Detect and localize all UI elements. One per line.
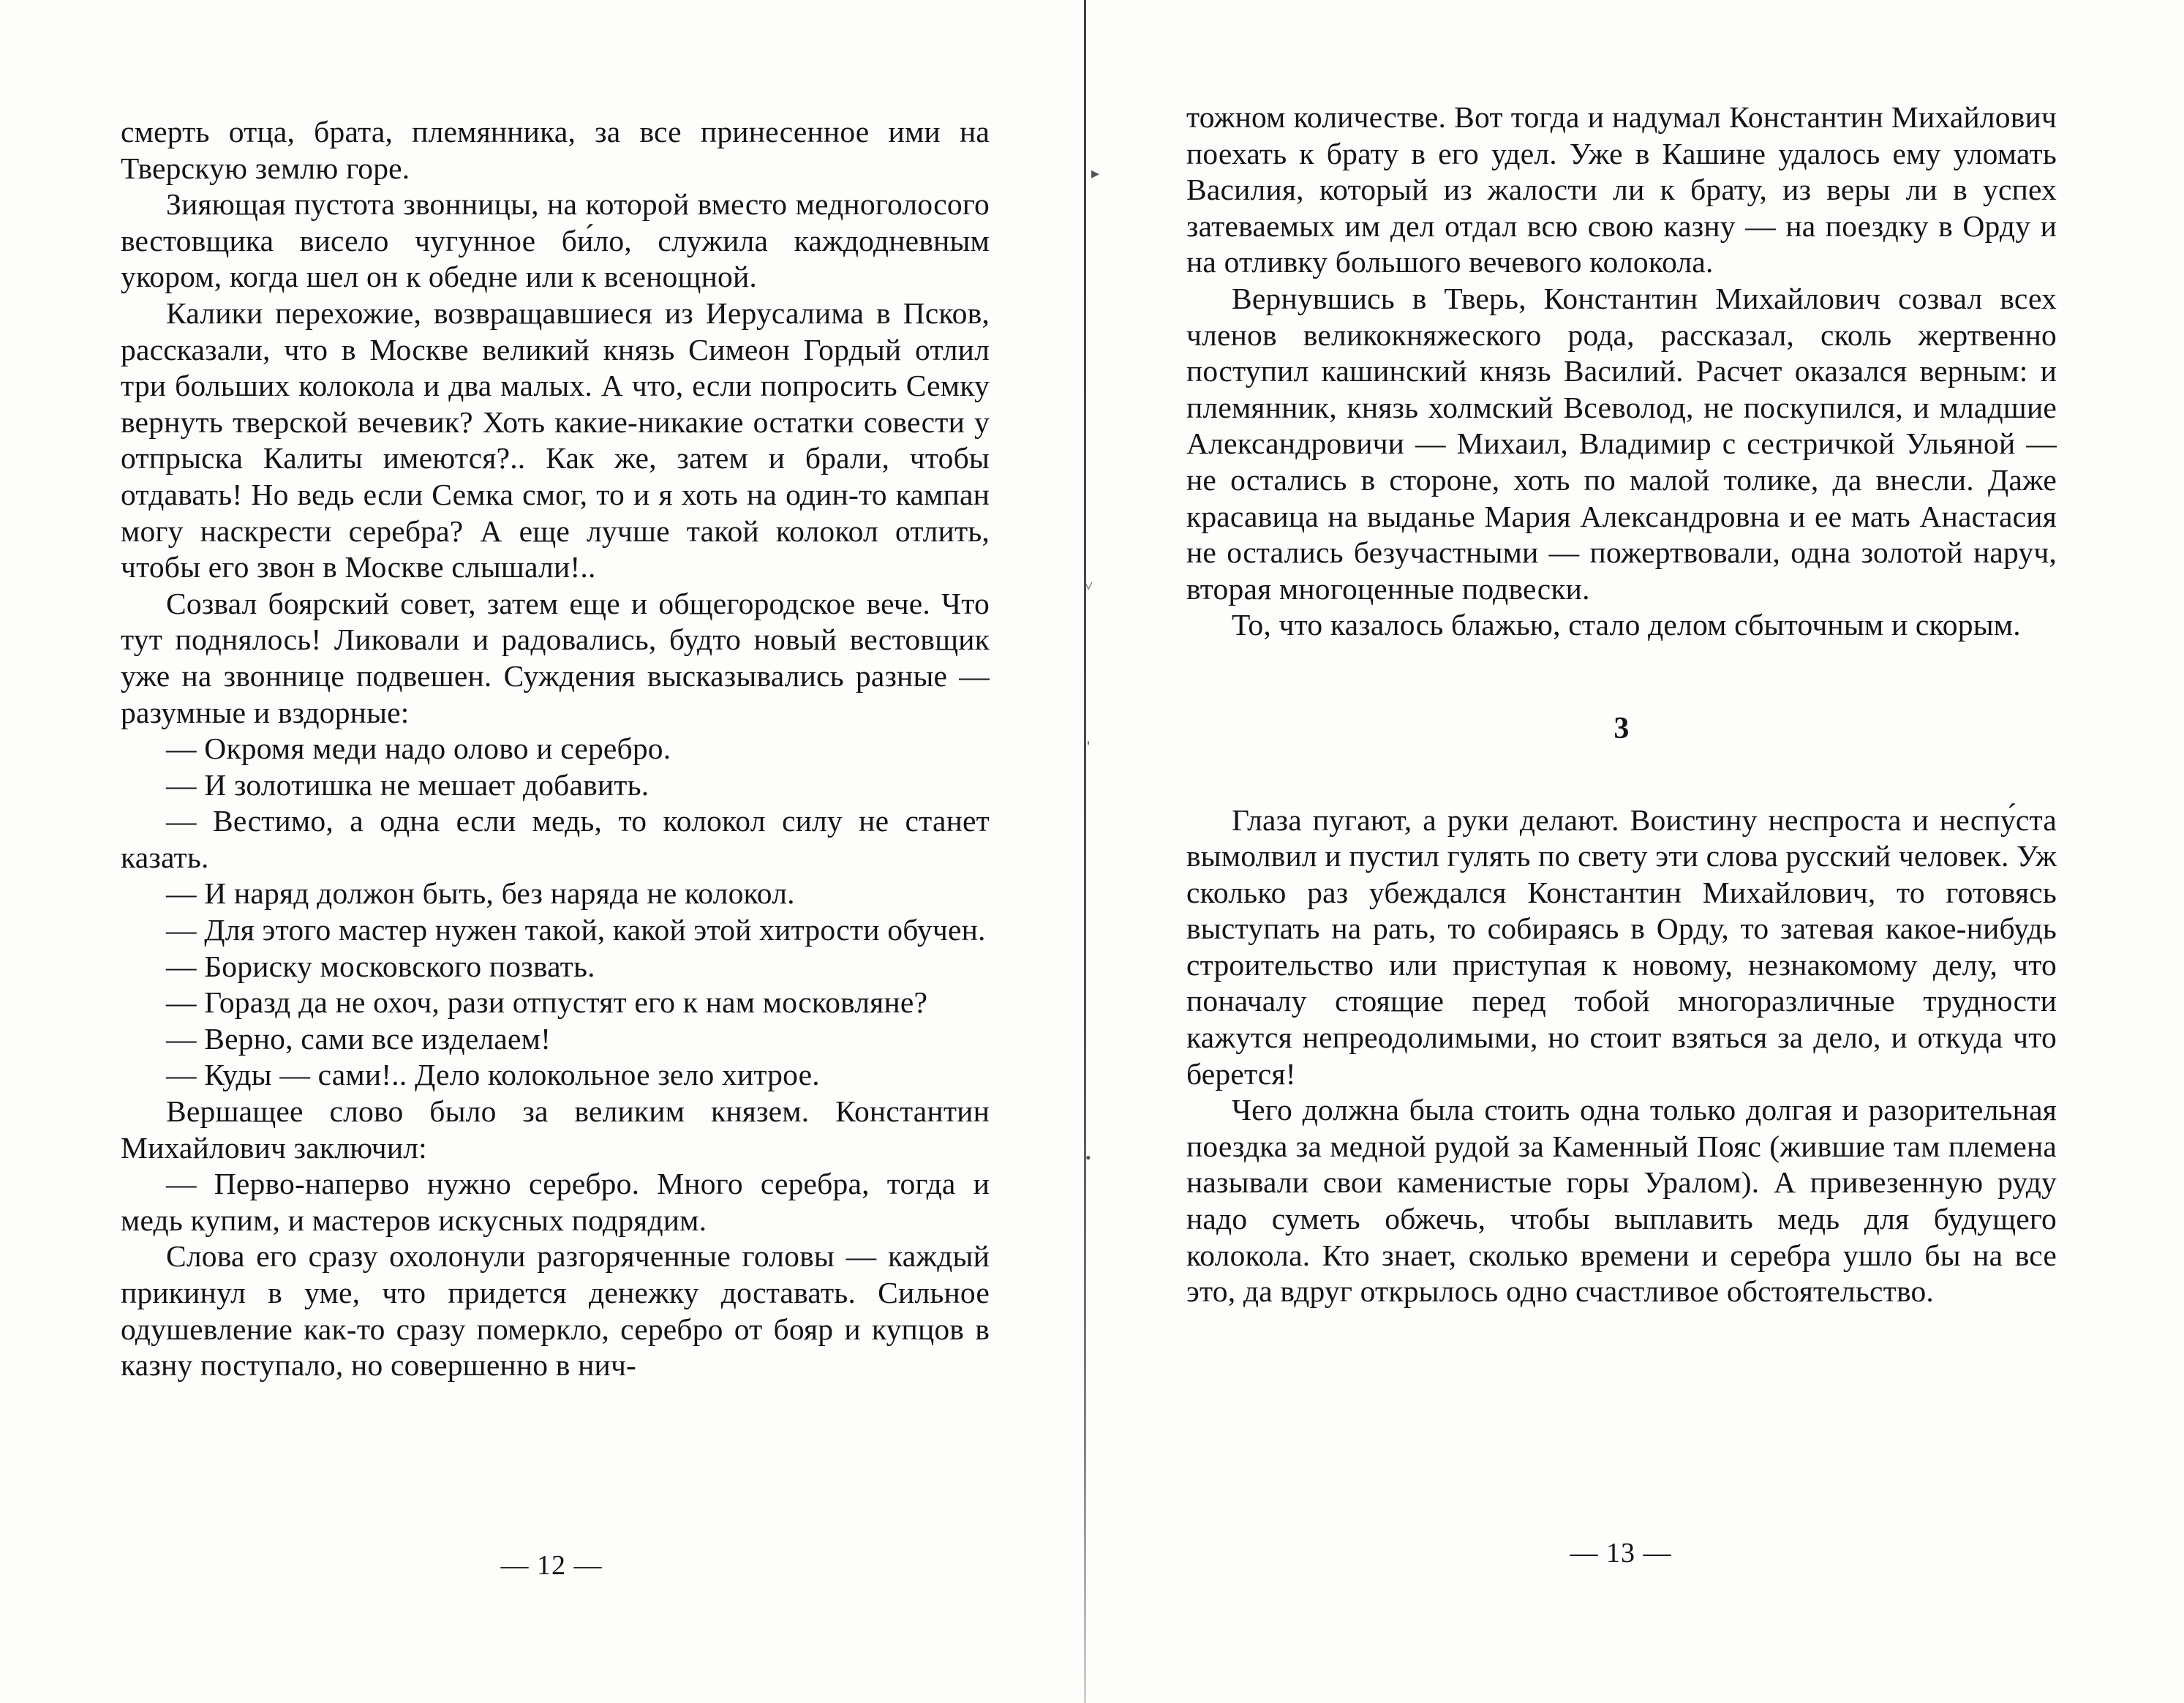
paragraph: Глаза пугают, а руки делают. Воистину неспроста и неспу́ста вымолвил и пустил гулять по свету эти слова русский человек. Уж сколько раз убеждался Константин Михайлович, то готовясь выступать на рать, то собираясь в Орду, то затевая какое-нибудь строительство или приступая к новому, незнакомому делу, что поначалу стоящие перед тобой многоразличные трудности кажутся непреодолимыми, но стоит взяться за дело, и откуда что берется! [1186, 802, 2057, 1091]
paragraph: Вершащее слово было за великим князем. Константин Михайлович заключил: [121, 1094, 990, 1165]
chapter-number: 3 [1613, 711, 1630, 745]
dialogue-line: — Для этого мастер нужен такой, какой этой хитрости обучен. [166, 913, 986, 947]
scan-speck: ' [1087, 737, 1090, 756]
scan-speck: ˅ [1084, 576, 1093, 595]
paragraph: Вернувшись в Тверь, Константин Михайлович созвал всех членов великокняжеского рода, рассказал, сколь жертвенно поступил кашинский князь Василий. Расчет оказался верным: и племянник, князь холмский Всеволод, не поскупился, и младшие Александровичи — Михаил, Владимир с сестричкой Ульяной — не остались в стороне, хоть по малой толике, да внесли. Даже красавица на выданье Мария Александровна и ее мать Анастасия не остались безучастными — пожертвовали, одна золотой наруч, вторая многоценные подвески. [1186, 281, 2057, 606]
dialogue-line: — Горазд да не охоч, рази отпустят его к нам московляне? [166, 985, 928, 1020]
dialogue-line: — И золотишка не мешает добавить. [166, 767, 649, 802]
paragraph: Созвал боярский совет, затем еще и общегородское вече. Что тут поднялось! Ликовали и радовались, будто новый вестовщик уже на звоннице подвешен. Суждения высказывались разные — разумные и вздорные: [121, 586, 990, 729]
book-gutter [1084, 0, 1086, 1703]
paragraph: То, что казалось блажью, стало делом сбыточным и скорым. [1232, 608, 2021, 642]
paragraph: смерть отца, брата, племянника, за все принесенное ими на Тверскую землю горе. [121, 115, 990, 185]
scan-speck: ▸ [1091, 164, 1100, 182]
right-page [1087, 0, 2184, 1703]
dialogue-line: — Окромя меди надо олово и серебро. [166, 732, 671, 766]
dialogue-line: — Бориску московского позвать. [166, 949, 595, 983]
scan-speck: • [1085, 1149, 1091, 1167]
left-page-text [121, 114, 990, 1384]
left-page [0, 0, 1084, 1703]
paragraph: Зияющая пустота звонницы, на которой вместо медноголосого вестовщика висело чугунное би́ло, служила каждодневным укором, когда шел он к обедне или к всенощной. [121, 187, 990, 294]
dialogue-line: — Перво-наперво нужно серебро. Много серебра, тогда и медь купим, и мастеров искусных подрядим. [121, 1167, 990, 1237]
paragraph: тожном количестве. Вот тогда и надумал Константин Михайлович поехать к брату в его удел. Уже в Кашине удалось ему уломать Василия, который из жалости ли к брату, из веры ли в успех затеваемых им дел отдал всю свою казну — на поездку в Орду и на отливку большого вечевого колокола. [1186, 100, 2057, 279]
paragraph: Калики перехожие, возвращавшиеся из Иерусалима в Псков, рассказали, что в Москве великий князь Симеон Гордый отлил три больших колокола и два малых. А что, если попросить Семку вернуть тверской вечевик? Хоть какие-никакие остатки совести у отпрыска Калиты имеются?.. Как же, затем и брали, чтобы отдавать! Но ведь если Семка смог, то и я хоть на один-то кампан могу наскрести серебра? А еще лучше такой колокол отлить, чтобы его звон в Москве слышали!.. [121, 296, 990, 584]
page-number: — 12 — [500, 1550, 603, 1581]
paragraph: Чего должна была стоить одна только долгая и разорительная поездка за медной рудой за Каменный Пояс (жившие там племена называли свои каменистые горы Уралом). А привезенную руду надо суметь обжечь, чтобы выплавить медь для будущего колокола. Кто знает, сколько времени и серебра ушло бы на все это, да вдруг открылось одно счастливое обстоятельство. [1186, 1093, 2057, 1309]
page-number: — 13 — [1570, 1538, 1672, 1568]
paragraph: Слова его сразу охолонули разгоряченные головы — каждый прикинул в уме, что придется денежку доставать. Сильное одушевление как-то сразу померкло, серебро от бояр и купцов в казну поступало, но совершенно в нич- [121, 1239, 990, 1383]
dialogue-line: — Верно, сами все изделаем! [166, 1021, 551, 1056]
dialogue-line: — И наряд должон быть, без наряда не колокол. [166, 876, 795, 911]
dialogue-line: — Вестимо, а одна если медь, то колокол силу не станет казать. [121, 804, 990, 874]
right-page-text [1186, 99, 2057, 1310]
dialogue-line: — Куды — сами!.. Дело колокольное зело хитрое. [166, 1058, 820, 1092]
